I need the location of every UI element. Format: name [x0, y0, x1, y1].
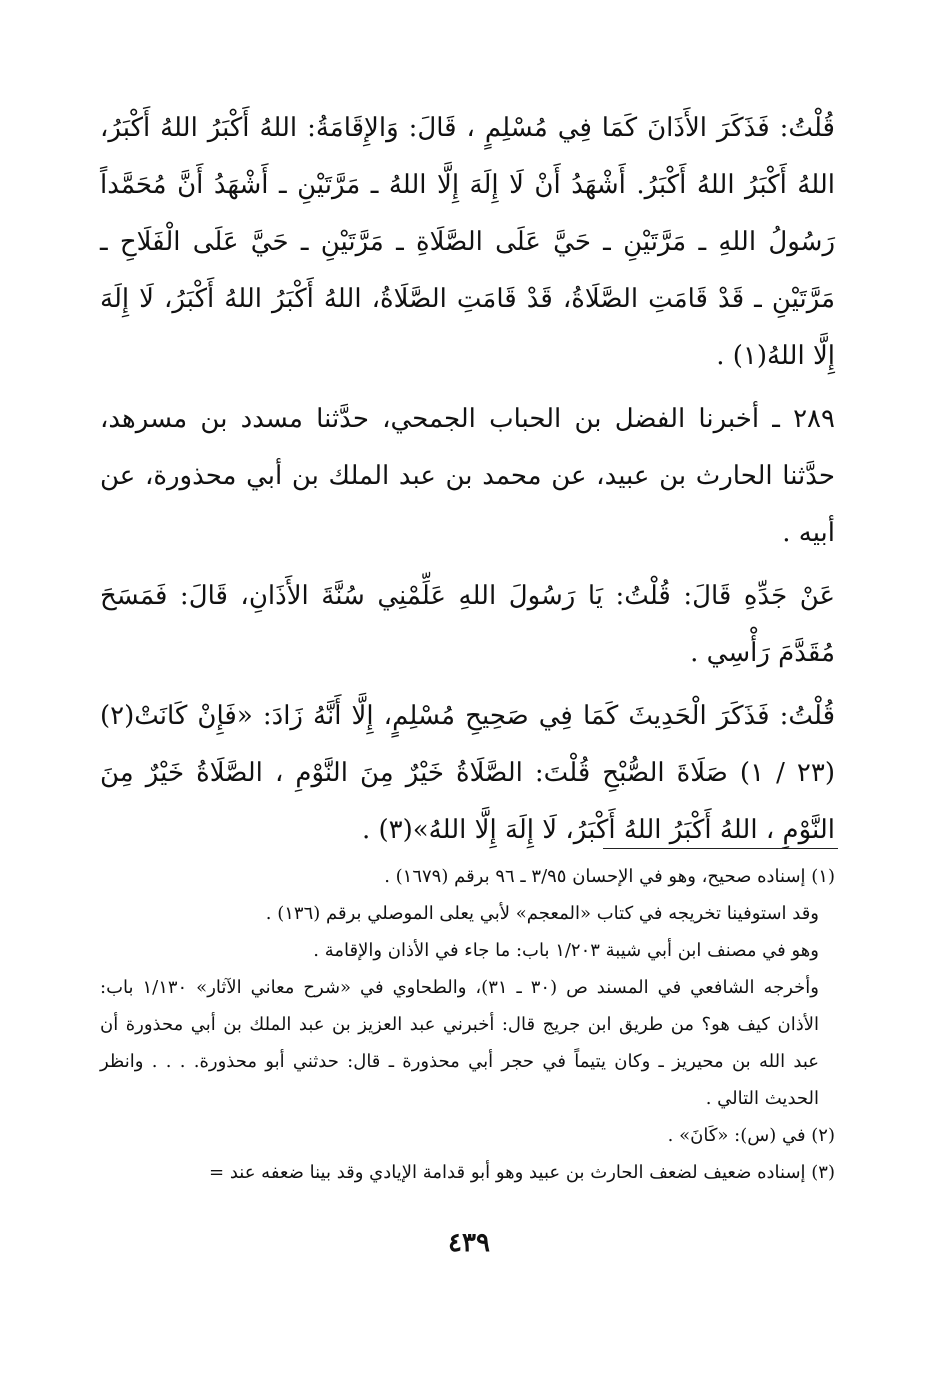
footnote-3: (٣) إسناده ضعيف لضعف الحارث بن عبيد وهو أبو قدامة الإيادي وقد بينا ضعفه عند = [209, 1162, 835, 1183]
footnote-1-continuation: وأخرجه الشافعي في المسند ص (٣٠ ـ ٣١)، والطحاوي في «شرح معاني الآثار» ١/١٣٠ باب: الأذان كيف هو؟ من طريق ابن جريج قال: أخبرني عبد العزيز بن عبد الملك بن أبي محذورة أن عبد الله بن محيريز ـ وكان يتيماً في حجر أبي محذورة ـ قال: حدثني أبو محذورة. . . . وانظر الحديث التالي . [100, 977, 819, 1109]
footnote-1: (١) إسناده صحيح، وهو في الإحسان ٣/٩٥ ـ ٩٦ برقم (١٦٧٩) . [384, 866, 835, 887]
footnote-1-continuation: وهو في مصنف ابن أبي شيبة ١/٢٠٣ باب: ما جاء في الأذان والإقامة . [313, 940, 819, 961]
footnotes [100, 858, 835, 1191]
paragraph-hadith-289-isnad: ٢٨٩ ـ أخبرنا الفضل بن الحباب الجمحي، حدَّثنا مسدد بن مسرهد، حدَّثنا الحارث بن عبيد، عن محمد بن عبد الملك بن أبي محذورة، عن أبيه . [100, 404, 835, 548]
footnote-1-continuation: وقد استوفينا تخريجه في كتاب «المعجم» لأبي يعلى الموصلي برقم (١٣٦) . [265, 903, 819, 924]
main-text [100, 100, 835, 859]
page-body [100, 100, 835, 865]
paragraph-hadith-289-matn: عَنْ جَدِّهِ قَالَ: قُلْتُ: يَا رَسُولَ اللهِ عَلِّمْنِي سُنَّةَ الأَذَانِ، قَالَ: فَمَسَحَ مُقَدَّمَ رَأْسِي . [100, 581, 835, 668]
footnote-divider [603, 848, 838, 849]
paragraph-adhan-iqamah: قُلْتُ: فَذَكَرَ الأَذَانَ كَمَا فِي مُسْلِمٍ ، قَالَ: وَالإِقَامَةُ: اللهُ أَكْبَرُ اللهُ أَكْبَرُ، اللهُ أَكْبَرُ اللهُ أَكْبَرُ. أَشْهَدُ أَنْ لَا إِلَهَ إِلَّا اللهُ ـ مَرَّتَيْنِ ـ أَشْهَدُ أَنَّ مُحَمَّداً رَسُولُ اللهِ ـ مَرَّتَيْنِ ـ حَيَّ عَلَى الصَّلَاةِ ـ مَرَّتَيْنِ ـ حَيَّ عَلَى الْفَلَاحِ ـ مَرَّتَيْنِ ـ قَدْ قَامَتِ الصَّلَاةُ، قَدْ قَامَتِ الصَّلَاةُ، اللهُ أَكْبَرُ اللهُ أَكْبَرُ، لَا إِلَهَ إِلَّا اللهُ(١) . [100, 113, 835, 371]
footnote-2: (٢) في (س): «كَانَ» . [667, 1125, 835, 1146]
paragraph-hadith-289-comment: قُلْتُ: فَذَكَرَ الْحَدِيثَ كَمَا فِي صَحِيحِ مُسْلِمٍ، إِلَّا أَنَّهُ زَادَ: «فَإِنْ كَانَتْ(٢) (٢٣ / ١) صَلَاةَ الصُّبْحِ قُلْتَ: الصَّلَاةُ خَيْرٌ مِنَ النَّوْمِ ، الصَّلَاةُ خَيْرٌ مِنَ النَّوْمِ ، اللهُ أَكْبَرُ اللهُ أَكْبَرُ، لَا إِلَهَ إِلَّا اللهُ»(٣) . [100, 701, 835, 845]
page-number: ٤٣٩ [448, 1228, 490, 1258]
